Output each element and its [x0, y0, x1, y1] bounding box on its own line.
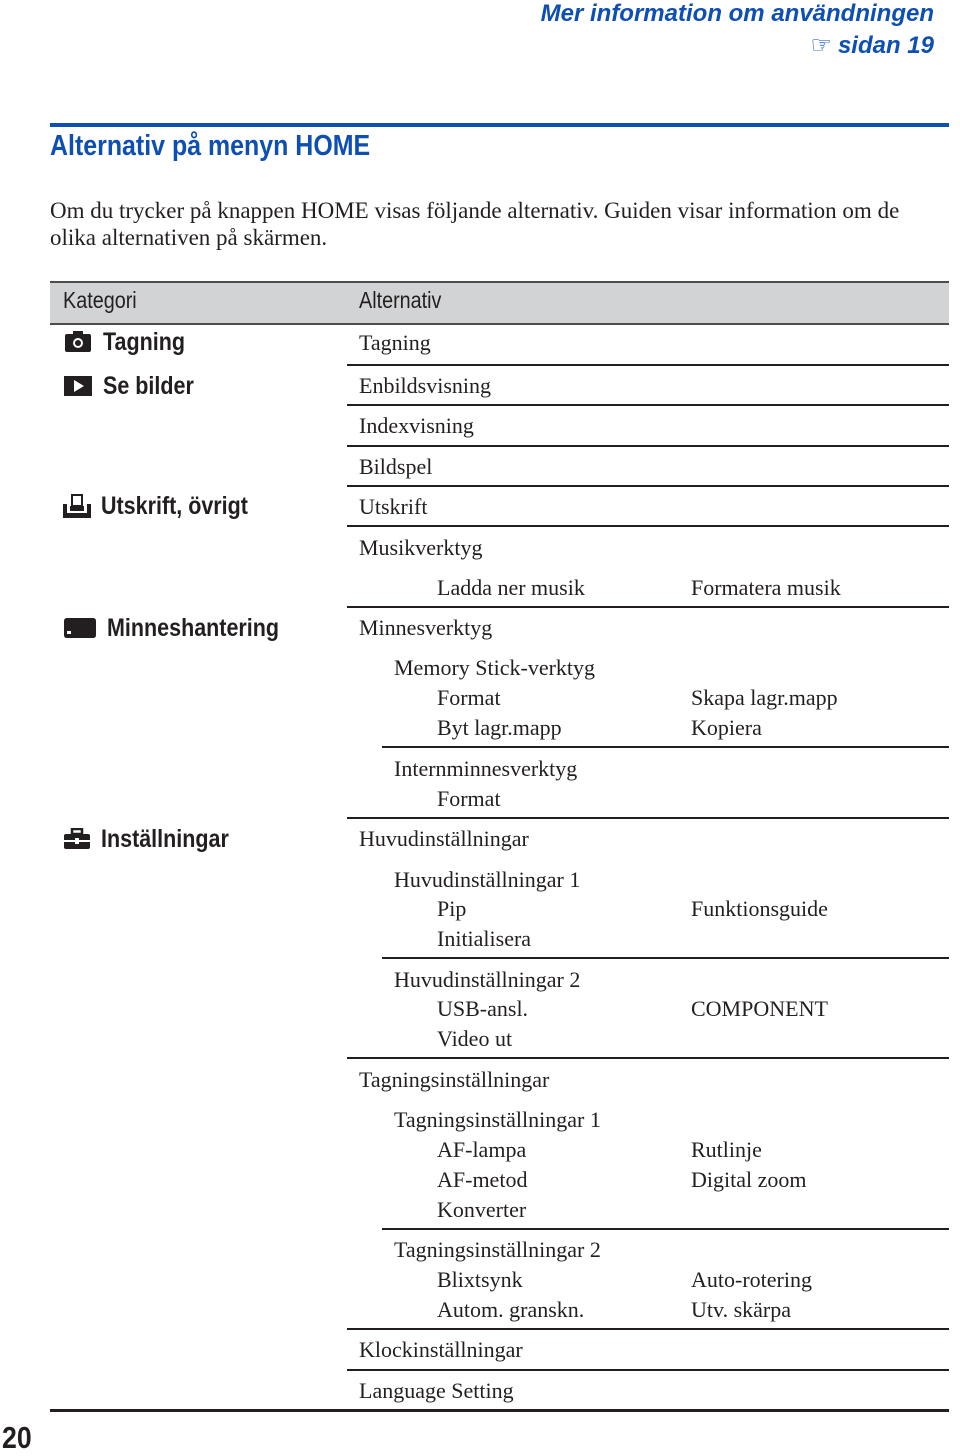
- category-label: Se bilder: [103, 371, 194, 400]
- option-autom-granskn: Autom. granskn.: [437, 1297, 585, 1322]
- category-label: Minneshantering: [107, 613, 280, 642]
- category-tagning: [63, 327, 198, 357]
- option-language-setting: Language Setting: [359, 1378, 514, 1403]
- row-divider: [347, 525, 949, 527]
- table-header: [50, 281, 949, 325]
- category-se-bilder: [63, 371, 209, 401]
- option-format-intern: Format: [437, 786, 501, 811]
- toolbox-icon: [63, 828, 91, 850]
- playback-icon: [63, 375, 93, 397]
- option-af-lampa: AF-lampa: [437, 1137, 527, 1162]
- option-auto-rotering: Auto-rotering: [691, 1267, 812, 1292]
- option-utv-skarpa: Utv. skärpa: [691, 1297, 791, 1322]
- page-reference-label: sidan 19: [837, 32, 934, 59]
- submenu-memory-stick: Memory Stick-verktyg: [394, 655, 596, 680]
- option-initialisera: Initialisera: [437, 926, 532, 951]
- category-installningar: [63, 824, 250, 854]
- submenu-internminne: Internminnesverktyg: [394, 756, 578, 781]
- row-divider: [347, 1328, 949, 1330]
- option-skapa-lagr-mapp: Skapa lagr.mapp: [691, 685, 838, 710]
- category-utskrift: [63, 491, 272, 521]
- category-label: Tagning: [103, 327, 186, 356]
- option-rutlinje: Rutlinje: [691, 1137, 762, 1162]
- option-af-metod: AF-metod: [437, 1167, 528, 1192]
- submenu-tagning-1: Tagningsinställningar 1: [394, 1107, 601, 1132]
- title-rule: [50, 123, 949, 127]
- category-minneshantering: [63, 613, 307, 643]
- row-divider: [347, 364, 949, 366]
- page-reference[interactable]: [810, 31, 934, 60]
- option-ladda-ner-musik: Ladda ner musik: [437, 575, 585, 600]
- option-funktionsguide: Funktionsguide: [691, 896, 828, 921]
- option-digital-zoom: Digital zoom: [691, 1167, 807, 1192]
- option-tagningsinstallningar: Tagningsinställningar: [359, 1067, 550, 1092]
- option-bildspel: Bildspel: [359, 454, 433, 479]
- more-info-reference: Mer information om användningen: [540, 0, 934, 27]
- row-divider: [347, 817, 949, 819]
- row-divider: [347, 606, 949, 608]
- table-bottom-rule: [50, 1409, 949, 1412]
- row-divider: [347, 1369, 949, 1371]
- option-formatera-musik: Formatera musik: [691, 575, 841, 600]
- row-divider: [382, 746, 949, 748]
- column-header-category: Kategori: [63, 287, 137, 313]
- option-format: Format: [437, 685, 501, 710]
- row-divider: [347, 485, 949, 487]
- option-usb-ansl: USB-ansl.: [437, 996, 529, 1021]
- submenu-huvud-2: Huvudinställningar 2: [394, 967, 581, 992]
- row-divider: [382, 1228, 949, 1230]
- option-minnesverktyg: Minnesverktyg: [359, 615, 493, 640]
- option-huvudinstallningar: Huvudinställningar: [359, 826, 529, 851]
- option-klockinstallningar: Klockinställningar: [359, 1337, 523, 1362]
- option-tagning: Tagning: [359, 330, 431, 355]
- option-video-ut: Video ut: [437, 1026, 513, 1051]
- pointing-hand-icon: ☞: [810, 32, 832, 59]
- option-blixtsynk: Blixtsynk: [437, 1267, 523, 1292]
- option-component: COMPONENT: [691, 996, 828, 1021]
- option-indexvisning: Indexvisning: [359, 413, 474, 438]
- row-divider: [347, 404, 949, 406]
- memory-card-icon: [63, 617, 97, 639]
- option-pip: Pip: [437, 896, 467, 921]
- category-label: Utskrift, övrigt: [101, 491, 248, 520]
- intro-text: Om du trycker på knappen HOME visas följande alternativ. Guiden visar information om de olika alternativen på skärmen.: [50, 198, 900, 250]
- option-enbildsvisning: Enbildsvisning: [359, 373, 492, 398]
- column-header-option: Alternativ: [359, 287, 442, 313]
- submenu-tagning-2: Tagningsinställningar 2: [394, 1237, 601, 1262]
- camera-icon: [63, 331, 93, 353]
- print-icon: [63, 494, 91, 518]
- submenu-huvud-1: Huvudinställningar 1: [394, 867, 581, 892]
- row-divider: [347, 445, 949, 447]
- page-number: 20: [2, 1420, 32, 1455]
- option-kopiera: Kopiera: [691, 715, 762, 740]
- option-utskrift: Utskrift: [359, 494, 428, 519]
- option-konverter: Konverter: [437, 1197, 527, 1222]
- category-label: Inställningar: [101, 824, 229, 853]
- row-divider: [347, 1057, 949, 1059]
- section-title: Alternativ på menyn HOME: [50, 130, 371, 162]
- option-byt-lagr-mapp: Byt lagr.mapp: [437, 715, 562, 740]
- row-divider: [382, 957, 949, 959]
- option-musikverktyg: Musikverktyg: [359, 535, 483, 560]
